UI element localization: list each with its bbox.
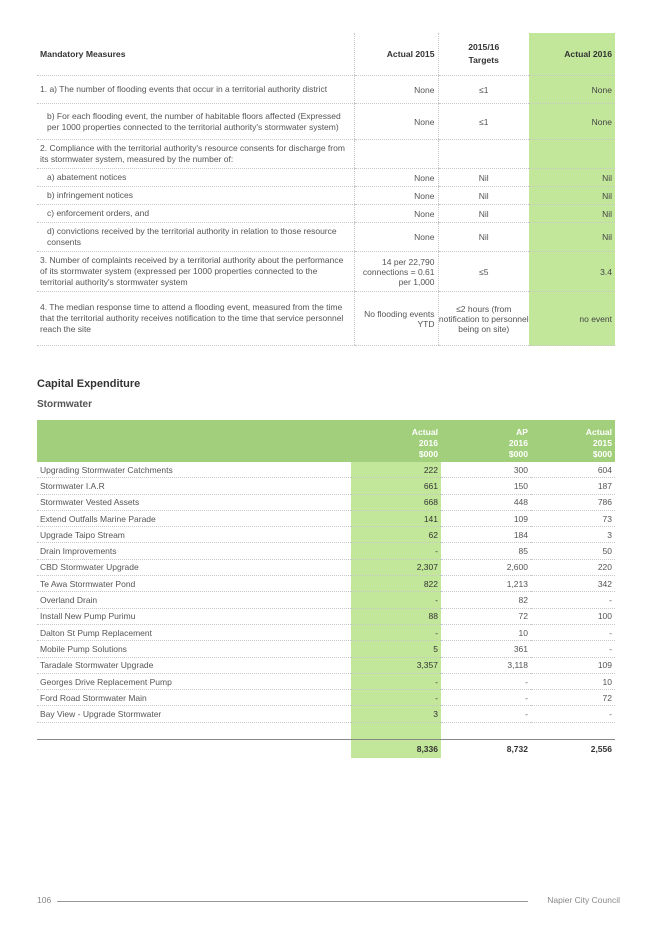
project-name: Mobile Pump Solutions [37, 641, 351, 657]
value-actual-2015: 786 [531, 494, 615, 510]
project-name: Overland Drain [37, 592, 351, 608]
measures-header-measure: Mandatory Measures [37, 33, 354, 76]
total-label [37, 739, 351, 758]
measure-row [37, 205, 615, 223]
value-actual-2016: 141 [351, 510, 441, 526]
value-actual-2016: 2,307 [351, 559, 441, 575]
page-number: 106 [37, 895, 52, 905]
value-actual-2015: 109 [531, 657, 615, 673]
value-ap-2016: 109 [441, 510, 531, 526]
project-name: Ford Road Stormwater Main [37, 690, 351, 706]
capital-header-actual-2015: Actual 2015 $000 [531, 420, 615, 462]
value-actual-2015: 10 [531, 673, 615, 689]
measure-description: 4. The median response time to attend a flooding event, measured from the time that the territorial authority receives notification to the time that service personnel reach the site [37, 292, 354, 346]
measures-header-actual-2015: Actual 2015 [354, 33, 438, 76]
value-ap-2016: 300 [441, 462, 531, 478]
measure-actual-2016: Nil [529, 205, 615, 223]
measure-row [37, 252, 615, 292]
spacer-cell [531, 722, 615, 739]
value-ap-2016: - [441, 690, 531, 706]
value-actual-2016: 222 [351, 462, 441, 478]
project-name: Extend Outfalls Marine Parade [37, 510, 351, 526]
capital-row [37, 690, 615, 706]
value-ap-2016: - [441, 706, 531, 722]
capital-row [37, 510, 615, 526]
value-ap-2016: 85 [441, 543, 531, 559]
measure-target: Nil [438, 187, 529, 205]
targets-year: 2015/16 [468, 42, 500, 52]
measure-row [37, 104, 615, 140]
measure-row [37, 169, 615, 187]
project-name: Install New Pump Purimu [37, 608, 351, 624]
project-name: Bay View - Upgrade Stormwater [37, 706, 351, 722]
page-footer [37, 895, 620, 909]
value-actual-2016: - [351, 543, 441, 559]
capital-row [37, 624, 615, 640]
value-actual-2016: - [351, 592, 441, 608]
value-ap-2016: 1,213 [441, 576, 531, 592]
project-name: Stormwater I.A.R [37, 478, 351, 494]
project-name: Upgrade Taipo Stream [37, 527, 351, 543]
measure-row [37, 140, 615, 169]
capital-header-ap-2016: AP 2016 $000 [441, 420, 531, 462]
value-ap-2016: 82 [441, 592, 531, 608]
measure-description: 1. a) The number of flooding events that occur in a territorial authority district [37, 76, 354, 104]
value-actual-2015: 50 [531, 543, 615, 559]
measure-description: 2. Compliance with the territorial authority's resource consents for discharge from its stormwater system, measured by the number of: [37, 140, 354, 169]
measure-row [37, 292, 615, 346]
spacer-cell [441, 722, 531, 739]
capital-row [37, 478, 615, 494]
value-actual-2016: 62 [351, 527, 441, 543]
measures-header-row [37, 33, 615, 76]
project-name: Stormwater Vested Assets [37, 494, 351, 510]
value-actual-2015: 187 [531, 478, 615, 494]
measure-target: ≤2 hours (from notification to personnel being on site) [438, 292, 529, 346]
value-ap-2016: 184 [441, 527, 531, 543]
measure-actual-2015: 14 per 22,790 connections = 0.61 per 1,000 [354, 252, 438, 292]
measure-description: 3. Number of complaints received by a territorial authority about the performance of its stormwater system (expressed per 1000 properties connected to the territorial authority's stormwater system [37, 252, 354, 292]
measure-row [37, 223, 615, 252]
spacer-cell [351, 722, 441, 739]
measure-actual-2015: None [354, 205, 438, 223]
project-name: Dalton St Pump Replacement [37, 624, 351, 640]
value-actual-2016: - [351, 690, 441, 706]
capital-row [37, 657, 615, 673]
value-actual-2015: - [531, 592, 615, 608]
capital-expenditure-table [37, 420, 615, 758]
stormwater-subtitle: Stormwater [37, 399, 93, 410]
capital-row [37, 576, 615, 592]
value-actual-2016: 88 [351, 608, 441, 624]
value-actual-2016: 3 [351, 706, 441, 722]
project-name: Drain Improvements [37, 543, 351, 559]
measure-actual-2015: None [354, 169, 438, 187]
capital-spacer-row [37, 722, 615, 739]
measure-actual-2016: None [529, 104, 615, 140]
measures-header-targets [438, 33, 529, 76]
capital-row [37, 527, 615, 543]
project-name: Upgrading Stormwater Catchments [37, 462, 351, 478]
measure-target [438, 140, 529, 169]
mandatory-measures-table [37, 33, 615, 346]
total-actual-2016: 8,336 [351, 739, 441, 758]
measure-actual-2015 [354, 140, 438, 169]
value-actual-2015: 3 [531, 527, 615, 543]
value-ap-2016: 2,600 [441, 559, 531, 575]
value-actual-2015: - [531, 641, 615, 657]
capital-row [37, 706, 615, 722]
capital-total-row [37, 739, 615, 758]
value-ap-2016: 448 [441, 494, 531, 510]
capital-row [37, 641, 615, 657]
measure-description: a) abatement notices [37, 169, 354, 187]
measure-row [37, 76, 615, 104]
value-actual-2015: - [531, 706, 615, 722]
value-actual-2015: 220 [531, 559, 615, 575]
project-name: Taradale Stormwater Upgrade [37, 657, 351, 673]
capital-header-row [37, 420, 615, 462]
measure-actual-2016: 3.4 [529, 252, 615, 292]
spacer-cell [37, 722, 351, 739]
value-actual-2016: 3,357 [351, 657, 441, 673]
measure-target: Nil [438, 169, 529, 187]
measure-description: c) enforcement orders, and [37, 205, 354, 223]
capital-body [37, 462, 615, 758]
project-name: Te Awa Stormwater Pond [37, 576, 351, 592]
capital-expenditure-title: Capital Expenditure [37, 378, 141, 390]
measures-header-actual-2016: Actual 2016 [529, 33, 615, 76]
value-actual-2015: 73 [531, 510, 615, 526]
total-ap-2016: 8,732 [506, 743, 528, 754]
value-actual-2016: 822 [351, 576, 441, 592]
measure-actual-2015: None [354, 223, 438, 252]
measure-description: d) convictions received by the territorial authority in relation to those resource consents [37, 223, 354, 252]
capital-row [37, 494, 615, 510]
value-ap-2016: 150 [441, 478, 531, 494]
capital-row [37, 559, 615, 575]
measure-actual-2016: None [529, 76, 615, 104]
measure-target: ≤1 [438, 76, 529, 104]
measure-actual-2016: Nil [529, 187, 615, 205]
capital-row [37, 592, 615, 608]
measure-description: b) For each flooding event, the number of habitable floors affected (Expressed per 1000 properties connected to the territorial authority's stormwater system) [37, 104, 354, 140]
measure-row [37, 187, 615, 205]
value-actual-2015: - [531, 624, 615, 640]
value-actual-2016: 5 [351, 641, 441, 657]
measure-actual-2016: no event [529, 292, 615, 346]
measure-actual-2015: None [354, 187, 438, 205]
measure-actual-2016: Nil [529, 223, 615, 252]
measure-description: b) infringement notices [37, 187, 354, 205]
value-actual-2015: 100 [531, 608, 615, 624]
value-actual-2015: 604 [531, 462, 615, 478]
value-actual-2015: 72 [531, 690, 615, 706]
measure-actual-2015: No flooding events YTD [354, 292, 438, 346]
value-actual-2016: - [351, 624, 441, 640]
capital-header-actual-2016: Actual 2016 $000 [351, 420, 441, 462]
measure-actual-2015: None [354, 76, 438, 104]
measure-target: Nil [438, 205, 529, 223]
capital-row [37, 673, 615, 689]
measure-actual-2016: Nil [529, 169, 615, 187]
measure-target: Nil [438, 223, 529, 252]
measure-actual-2016 [529, 140, 615, 169]
value-ap-2016: 10 [441, 624, 531, 640]
total-actual-2015: 2,556 [590, 743, 612, 754]
footer-rule [57, 901, 528, 902]
value-actual-2016: - [351, 673, 441, 689]
value-actual-2016: 668 [351, 494, 441, 510]
measure-target: ≤1 [438, 104, 529, 140]
project-name: CBD Stormwater Upgrade [37, 559, 351, 575]
measure-target: ≤5 [438, 252, 529, 292]
measure-actual-2015: None [354, 104, 438, 140]
measures-body [37, 76, 615, 346]
targets-label: Targets [468, 55, 499, 65]
organisation-name: Napier City Council [547, 895, 620, 905]
capital-header-name [37, 420, 351, 462]
value-actual-2016: 661 [351, 478, 441, 494]
value-ap-2016: - [441, 673, 531, 689]
capital-row [37, 608, 615, 624]
capital-row [37, 462, 615, 478]
value-actual-2015: 342 [531, 576, 615, 592]
value-ap-2016: 361 [441, 641, 531, 657]
project-name: Georges Drive Replacement Pump [37, 673, 351, 689]
value-ap-2016: 72 [441, 608, 531, 624]
capital-row [37, 543, 615, 559]
value-ap-2016: 3,118 [441, 657, 531, 673]
